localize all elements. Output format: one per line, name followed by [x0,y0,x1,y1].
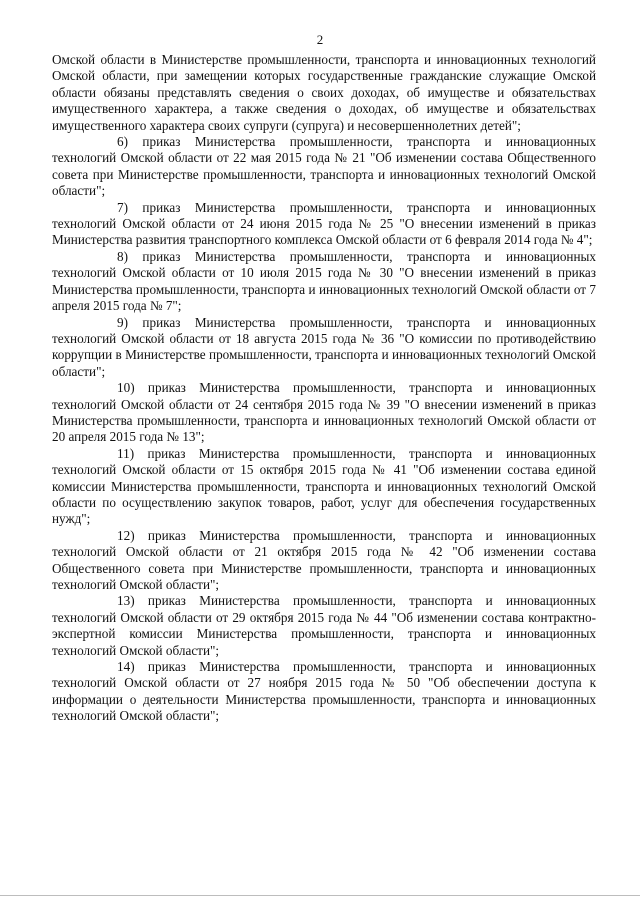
bottom-divider [0,895,640,896]
list-item-7: 7) приказ Министерства промышленности, транспорта и инновационных технологий Омской области от 24 июня 2015 года № 25 "О внесении изменений в приказ Министерства развития транспортного комплекса Омской области от 6 февраля 2014 года № 4"; [52,199,596,248]
list-item-14: 14) приказ Министерства промышленности, транспорта и инновационных технологий Омской области от 27 ноября 2015 года № 50 "Об обеспечении доступа к информации о деятельности Министерства промышленности, транспорта и инновационных технологий Омской области"; [52,659,596,724]
list-item-13: 13) приказ Министерства промышленности, транспорта и инновационных технологий Омской области от 29 октября 2015 года № 44 "Об изменении состава контрактно-экспертной комиссии Министерства промышленности, транспорта и инновационных технологий Омской области"; [52,593,596,658]
list-item-12: 12) приказ Министерства промышленности, транспорта и инновационных технологий Омской области от 21 октября 2015 года № 42 "Об изменении состава Общественного совета при Министерстве промышленности, транспорта и инновационных технологий Омской области"; [52,527,596,592]
paragraph-continuation: Омской области в Министерстве промышленности, транспорта и инновационных технологий Омской области, при замещении которых государственные гражданские служащие Омской области обязаны представлять сведения о своих доходах, об имуществе и обязательствах имущественного характера, а также сведения о доходах, об имуществе и обязательствах имущественного характера своих супруги (супруга) и несовершеннолетних детей"; [52,52,596,133]
list-item-10: 10) приказ Министерства промышленности, транспорта и инновационных технологий Омской области от 24 сентября 2015 года № 39 "О внесении изменений в приказ Министерства промышленности, транспорта и инновационных технологий Омской области от 20 апреля 2015 года № 13"; [52,380,596,445]
document-body [52,52,596,725]
list-item-11: 11) приказ Министерства промышленности, транспорта и инновационных технологий Омской области от 15 октября 2015 года № 41 "Об изменении состава единой комиссии Министерства промышленности, транспорта и инновационных технологий Омской области по осуществлению закупок товаров, работ, услуг для обеспечения государственных нужд"; [52,445,596,527]
list-item-9: 9) приказ Министерства промышленности, транспорта и инновационных технологий Омской области от 18 августа 2015 года № 36 "О комиссии по противодействию коррупции в Министерстве промышленности, транспорта и инновационных технологий Омской области"; [52,314,596,379]
list-item-6: 6) приказ Министерства промышленности, транспорта и инновационных технологий Омской области от 22 мая 2015 года № 21 "Об изменении состава Общественного совета при Министерстве промышленности, транспорта и инновационных технологий Омской области"; [52,134,596,199]
list-item-8: 8) приказ Министерства промышленности, транспорта и инновационных технологий Омской области от 10 июля 2015 года № 30 "О внесении изменений в приказ Министерства промышленности, транспорта и инновационных технологий Омской области от 7 апреля 2015 года № 7"; [52,248,596,314]
page-number: 2 [316,32,324,47]
